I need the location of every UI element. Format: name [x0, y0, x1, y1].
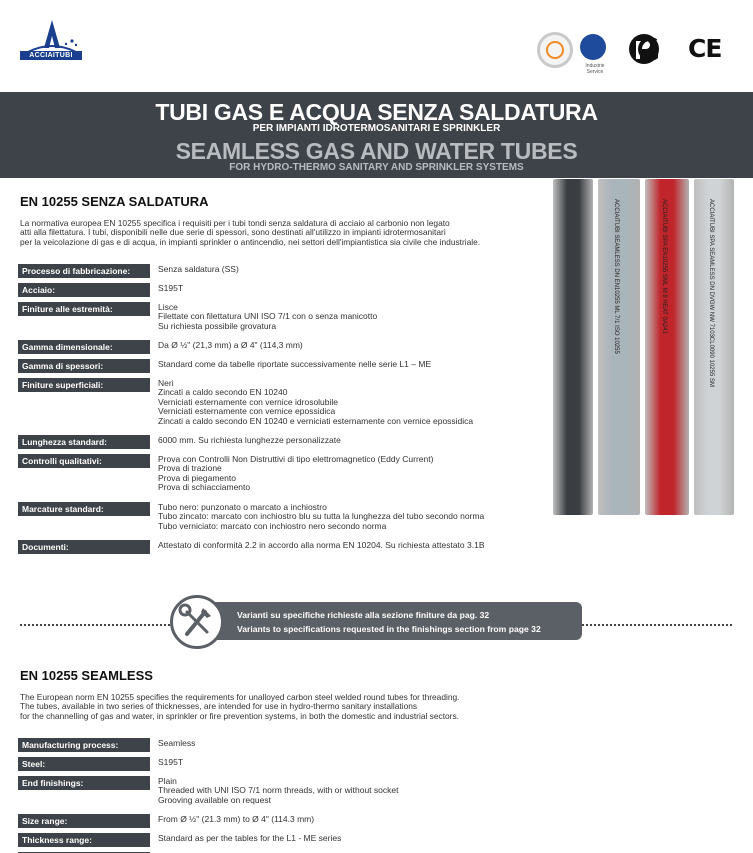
intro-line: The tubes, available in two series of thicknesses, are intended for use in hydro-thermo sanitary installations	[20, 701, 418, 712]
spec-label: Size range:	[18, 814, 150, 828]
tube-marking: ACCIAITUBI SPA EN10255 SML M 8 HEAT 0A241	[661, 199, 667, 334]
spec-value: Prova con Controlli Non Distruttivi di tipo elettromagnetico (Eddy Current) Prova di trazione Prova di piegamento Prova di schiacciamento	[158, 454, 434, 493]
spec-value: Plain Threaded with UNI ISO 7/1 norm threads, with or without socket Grooving available on request	[158, 776, 399, 805]
spec-value: Da Ø ½" (21,3 mm) a Ø 4" (114,3 mm)	[158, 340, 303, 350]
variants-callout	[212, 602, 582, 640]
spec-value: Seamless	[158, 738, 196, 748]
spec-label: Gamma di spessori:	[18, 359, 150, 373]
subtitle-en: FOR HYDRO-THERMO SANITARY AND SPRINKLER SYSTEMS	[229, 162, 524, 173]
spec-value: S195T	[158, 757, 184, 767]
subtitle-it: PER IMPIANTI IDROTERMOSANITARI E SPRINKLER	[252, 123, 501, 134]
title-it: TUBI GAS E ACQUA SENZA SALDATURA	[155, 99, 598, 125]
red-tube-image	[645, 179, 689, 515]
spec-label: End finishings:	[18, 776, 150, 790]
galvanized-tube-image	[598, 179, 640, 515]
spec-value: Senza saldatura (SS)	[158, 264, 239, 274]
spec-label: Controlli qualitativi:	[18, 454, 150, 468]
dotted-divider-left	[20, 624, 170, 626]
painted-tube-image	[694, 179, 734, 515]
dotted-divider-right	[582, 624, 732, 626]
spec-value: Standard as per the tables for the L1 - ME series	[158, 833, 342, 843]
ce-mark: CE	[688, 34, 722, 63]
spec-value: Standard come da tabelle riportate successivamente nelle serie L1 – ME	[158, 359, 432, 369]
tuv-cert-icon	[580, 34, 606, 60]
tube-marking: ACCIAITUBI SEAMLESS DN EN10255 ML 7/1 ISO 10255	[613, 199, 619, 354]
intro-line: La normativa europea EN 10255 specifica i requisiti per i tubi tondi senza saldatura di acciaio al carbonio non legato	[20, 218, 450, 228]
spec-label: Documenti:	[18, 540, 150, 554]
spec-value: 6000 mm. Su richiesta lunghezze personalizzate	[158, 435, 341, 445]
intro-line: The European norm EN 10255 specifies the requirements for unalloyed carbon steel welded round tubes for threading.	[20, 692, 460, 702]
spec-value: Lisce Filettate con filettatura UNI ISO 7/1 con o senza manicotto Su richiesta possibile grovatura	[158, 302, 378, 331]
spec-label: Thickness range:	[18, 833, 150, 847]
section-heading-en: EN 10255 SEAMLESS	[20, 668, 153, 683]
intro-line: for the channelling of gas and water, in sprinkler or fire prevention systems, in both the domestic and industrial sectors.	[20, 710, 459, 721]
callout-line-en: Variants to specifications requested in the finishings section from page 32	[237, 624, 541, 634]
tube-marking: ACCIAITUBI SPA SEAMLESS DN DVGW NW 7103CL0090 10255 SM	[708, 199, 714, 387]
spec-label: Finiture alle estremità:	[18, 302, 150, 316]
spec-value: Neri Zincati a caldo secondo EN 10240 Verniciati esternamente con vernice idrosolubile Verniciati esternamente con vernice epossidica Zincati a caldo secondo EN 10240 e verniciati esternamente con vernice epossidica	[158, 378, 474, 426]
black-tube-image	[553, 179, 593, 515]
spec-value: Tubo nero: punzonato o marcato a inchiostro Tubo zincato: marcato con inchiostro blu su tutta la lunghezza del tubo secondo norma Tubo verniciato: marcato con inchiostro nero secondo norma	[158, 502, 485, 531]
dvgw-cert-icon	[537, 32, 573, 68]
intro-en	[20, 693, 580, 721]
title-banner	[0, 92, 753, 178]
spec-value: S195T	[158, 283, 184, 293]
spec-label: Steel:	[18, 757, 150, 771]
spec-label: Manufacturing process:	[18, 738, 150, 752]
spec-value: Attestato di conformità 2.2 in accordo alla norma EN 10204. Su richiesta attestato 3.1B	[158, 540, 485, 550]
callout-line-it: Varianti su specifiche richieste alla sezione finiture da pag. 32	[237, 610, 490, 620]
spec-label: Lunghezza standard:	[18, 435, 150, 449]
pct-mark-icon	[626, 31, 676, 67]
intro-line: atti alla filettatura. I tubi, disponibili nelle due serie di spessori, sono destinati all'utilizzo in impianti idrotermosanitari	[20, 227, 446, 238]
title-en: SEAMLESS GAS AND WATER TUBES	[175, 138, 578, 164]
spec-label: Acciaio:	[18, 283, 150, 297]
spec-label: Processo di fabbricazione:	[18, 264, 150, 278]
intro-line: per la veicolazione di gas e di acqua, in impianti sprinkler o antincendio, nei settori dell'impiantistica sia civile che industriale.	[20, 236, 481, 247]
spec-label: Gamma dimensionale:	[18, 340, 150, 354]
section-heading-it: EN 10255 SENZA SALDATURA	[20, 194, 209, 209]
cert-caption: Industrie Service	[585, 63, 605, 75]
tools-icon	[170, 595, 224, 649]
logo-text: ACCIAITUBI	[20, 51, 82, 60]
spec-label: Finiture superficiali:	[18, 378, 150, 392]
intro-it	[20, 219, 560, 247]
spec-value: From Ø ½" (21.3 mm) to Ø 4" (114.3 mm)	[158, 814, 315, 824]
spec-label: Marcature standard:	[18, 502, 150, 516]
